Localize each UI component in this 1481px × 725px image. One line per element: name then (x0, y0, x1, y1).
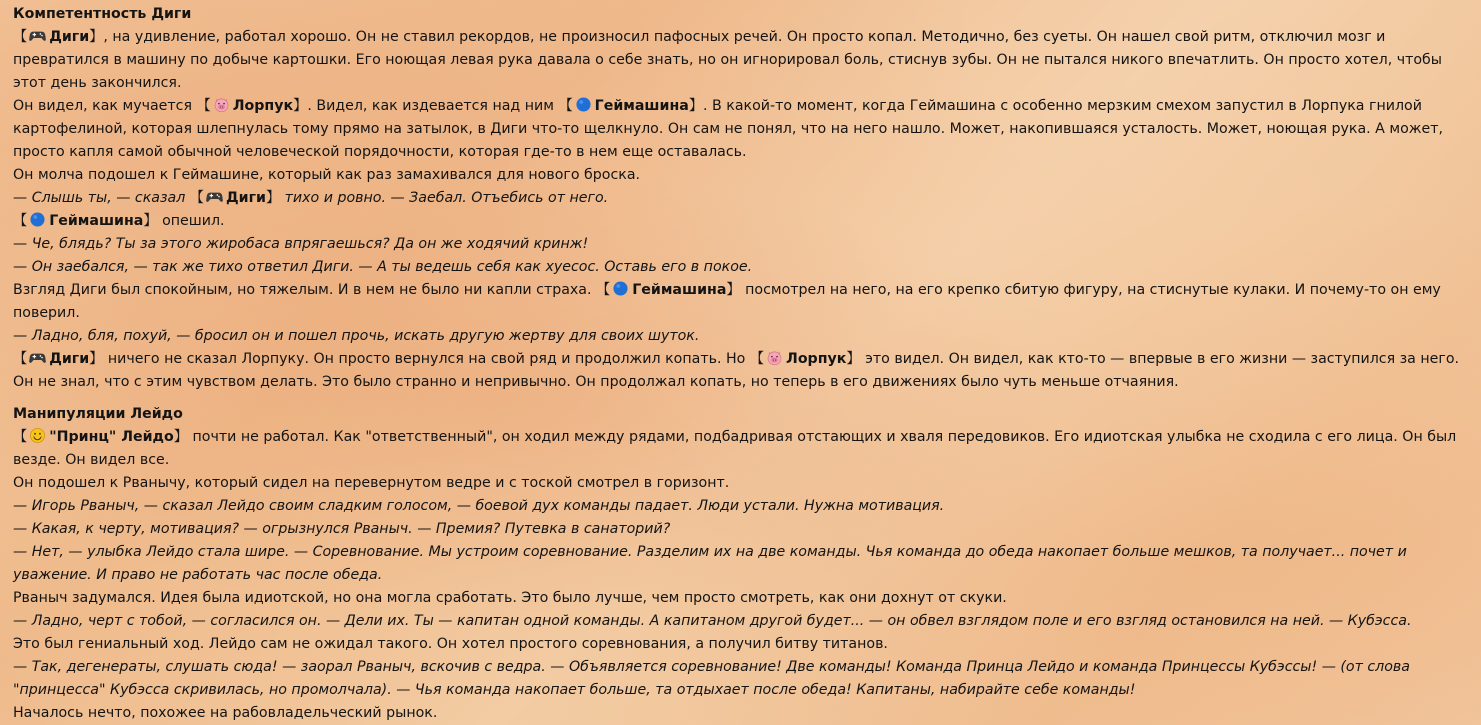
bracket-right: 】 (688, 98, 704, 114)
character-tag-digi (13, 351, 103, 367)
bracket-right: 】 (143, 213, 158, 229)
text-run: Рваныч задумался. Идея была идиотской, но она могла сработать. Это было лучше, чем просто смотреть, как они дохнут от скуки. (13, 590, 1007, 606)
narration-paragraph (13, 587, 1475, 610)
dialogue-line (13, 325, 1475, 348)
text-run: посмотрел на него, на его крепко сбитую фигуру, на стиснутые кулаки. И почему-то он ему поверил. (13, 282, 1441, 321)
dialogue-line (13, 495, 1475, 518)
character-tag-gamemachine (13, 213, 158, 229)
bracket-right: 】 (293, 98, 308, 114)
section-gap (13, 394, 1475, 403)
blue-circle-icon (575, 96, 592, 113)
dialogue-line (13, 233, 1475, 256)
pig-icon (766, 349, 783, 366)
text-run: . В какой-то момент, когда Геймашина с особенно мерзким смехом запустил в Лорпука гнилой картофелиной, которая шлепнулась тому прямо на затылок, в Диги что-то щелкнуло. Он сам не понял, что на него нашло. Может, накопившаяся усталость. Может, ноющая рука. А может, просто капля самой обычной человеческой порядочности, которая где-то в нем еще оставалась. (13, 98, 1444, 160)
text-run: Он молча подошел к Геймашине, который как раз замахивался для нового броска. (13, 167, 641, 183)
character-name: Диги (49, 29, 90, 45)
bracket-right: 】 (726, 282, 741, 298)
bracket-left: 【 (558, 98, 573, 114)
bracket-right: 】 (89, 29, 104, 45)
text-run: — Ладно, бля, похуй, — бросил он и пошел прочь, искать другую жертву для своих шуток. (13, 328, 700, 344)
blue-circle-icon (29, 211, 46, 228)
section-title: Компетентность Диги (13, 6, 192, 22)
bracket-right: 】 (89, 351, 104, 367)
text-run: Он видел, как мучается (13, 98, 197, 114)
text-run: почти не работал. Как "ответственный", он ходил между рядами, подбадривая отстающих и хваля передовиков. Его идиотская улыбка не сходила с его лица. Он был везде. Он видел все. (13, 429, 1457, 468)
text-run: . Видел, как издевается над ним (307, 98, 559, 114)
character-name: Геймашина (49, 213, 144, 229)
bracket-right: 】 (173, 429, 188, 445)
narration-paragraph (13, 26, 1475, 95)
dialogue-line (13, 187, 1475, 210)
character-tag-digi (13, 29, 103, 45)
narration-paragraph (13, 633, 1475, 656)
dialogue-line (13, 610, 1475, 633)
text-run: — Так, дегенераты, слушать сюда! — заорал Рваныч, вскочив с ведра. — Объявляется соревнование! Две команды! Команда Принца Лейдо и команда Принцессы Кубэссы! — (от слова "принцесса" Кубэсса скривилась, но промолчала). — Чья команда накопает больше, та отдыхает после обеда! Капитаны, набирайте себе команды! (13, 659, 1410, 698)
character-tag-lorpuk (750, 351, 861, 367)
text-run: Взгляд Диги был спокойным, но тяжелым. И в нем не было ни капли страха. (13, 282, 597, 298)
bracket-right: 】 (846, 351, 861, 367)
narration-paragraph (13, 702, 1475, 725)
bracket-left: 【 (749, 351, 765, 367)
bracket-left: 【 (13, 29, 28, 45)
document-page (13, 3, 1475, 725)
gamepad-icon (206, 188, 223, 205)
narration-paragraph (13, 164, 1475, 187)
narration-paragraph (13, 95, 1475, 164)
blue-circle-icon (612, 280, 629, 297)
text-run: это видел. Он видел, как кто-то — впервые в его жизни — заступился за него. Он не знал, что с этим чувством делать. Это было странно и непривычно. Он продолжал копать, но теперь в его движениях было чуть меньше отчаяния. (13, 351, 1460, 390)
text-run: — Ладно, черт с тобой, — согласился он. — Дели их. Ты — капитан одной команды. А капитаном другой будет... — он обвел взглядом поле и его взгляд остановился на ней. — Кубэсса. (13, 613, 1412, 629)
smiley-icon (29, 427, 46, 444)
narration-paragraph (13, 348, 1475, 394)
text-run: — Слышь ты, — сказал (13, 190, 190, 206)
text-run: — Какая, к черту, мотивация? — огрызнулся Рваныч. — Премия? Путевка в санаторий? (13, 521, 671, 537)
character-name: Геймашина (594, 98, 689, 114)
character-tag-leido (13, 429, 188, 445)
gamepad-icon (29, 27, 46, 44)
text-run: Началось нечто, похожее на рабовладельческий рынок. (13, 705, 438, 721)
narration-paragraph (13, 472, 1475, 495)
text-run: — Че, блядь? Ты за этого жиробаса впрягаешься? Да он же ходячий кринж! (13, 236, 589, 252)
character-name: Диги (226, 190, 266, 206)
bracket-left: 【 (13, 429, 28, 445)
dialogue-line (13, 518, 1475, 541)
character-name: Диги (49, 351, 90, 367)
character-tag-lorpuk (197, 98, 308, 114)
bracket-left: 【 (596, 282, 611, 298)
character-name: Лорпук (786, 351, 847, 367)
character-tag-gamemachine (596, 282, 741, 298)
text-run: опешил. (157, 213, 225, 229)
character-name: Лорпук (232, 98, 294, 114)
text-run: — Нет, — улыбка Лейдо стала шире. — Соревнование. Мы устроим соревнование. Разделим их на две команды. Чья команда до обеда накопает больше мешков, та получает... почет и уважение. И право не работать час после обеда. (13, 544, 1407, 583)
section-title: Манипуляции Лейдо (13, 406, 183, 422)
character-name: Геймашина (632, 282, 727, 298)
character-tag-gamemachine (558, 98, 703, 114)
text-run: , на удивление, работал хорошо. Он не ставил рекордов, не произносил пафосных речей. Он просто копал. Методично, без суеты. Он нашел свой ритм, отключил мозг и превратился в машину по добыче картошки. Его ноющая левая рука давала о себе знать, но он игнорировал боль, стиснув зубы. Он не пытался никого впечатлить. Он просто хотел, чтобы этот день закончился. (13, 29, 1443, 91)
gamepad-icon (29, 349, 46, 366)
text-run: — Он заебался, — так же тихо ответил Диги. — А ты ведешь себя как хуесос. Оставь его в покое. (13, 259, 753, 275)
pig-icon (213, 96, 230, 113)
text-run: — Игорь Рваныч, — сказал Лейдо своим сладким голосом, — боевой дух команды падает. Люди устали. Нужна мотивация. (13, 498, 945, 514)
character-tag-digi (190, 190, 280, 206)
dialogue-line (13, 656, 1475, 702)
narration-paragraph (13, 279, 1475, 325)
narration-paragraph (13, 426, 1475, 472)
bracket-left: 【 (189, 190, 204, 206)
dialogue-line (13, 256, 1475, 279)
dialogue-line (13, 541, 1475, 587)
narration-paragraph (13, 210, 1475, 233)
character-name: "Принц" Лейдо (49, 429, 174, 445)
bracket-left: 【 (196, 98, 211, 114)
text-run: ничего не сказал Лорпуку. Он просто вернулся на свой ряд и продолжил копать. Но (103, 351, 750, 367)
bracket-left: 【 (13, 213, 28, 229)
text-run: Это был гениальный ход. Лейдо сам не ожидал такого. Он хотел простого соревнования, а получил битву титанов. (13, 636, 888, 652)
bracket-left: 【 (13, 351, 28, 367)
text-run: тихо и ровно. — Заебал. Отъебись от него. (280, 190, 609, 206)
bracket-right: 】 (265, 190, 281, 206)
text-run: Он подошел к Рванычу, который сидел на перевернутом ведре и с тоской смотрел в горизонт. (13, 475, 730, 491)
